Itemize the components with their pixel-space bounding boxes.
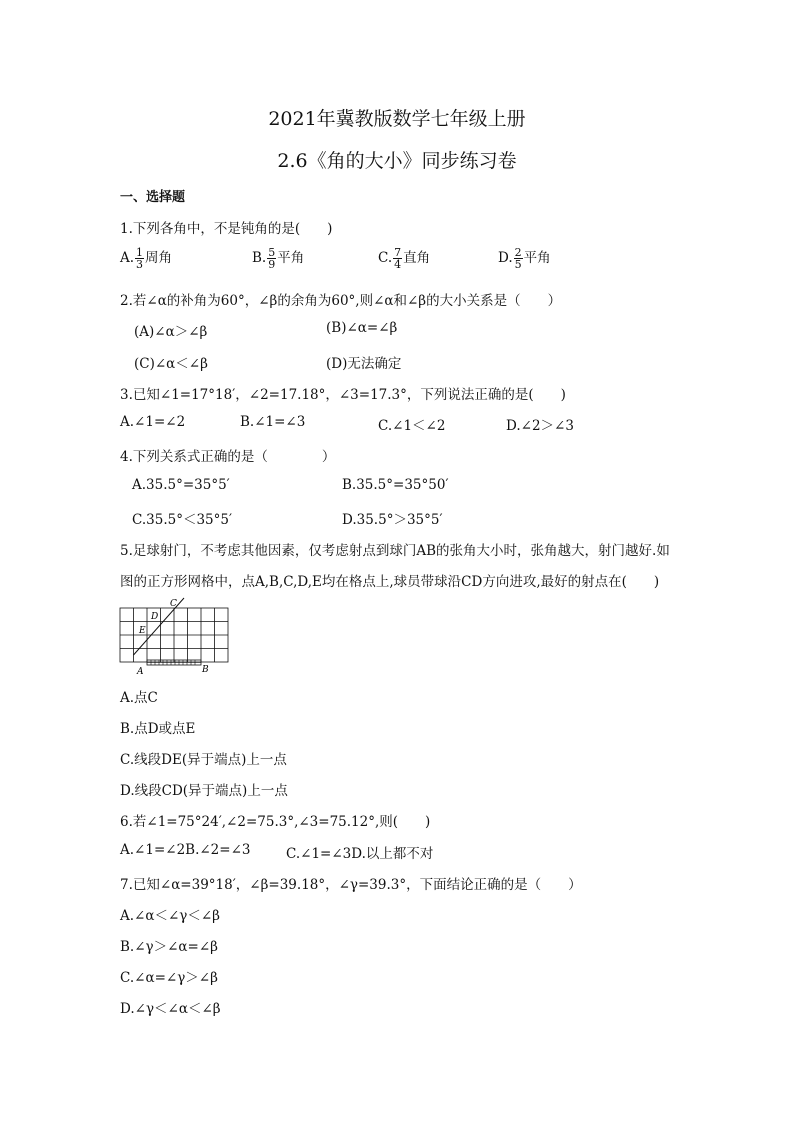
q2-option-c: (C)∠α＜∠β	[134, 356, 208, 372]
q3-stem: 3.已知∠1=17°18′，∠2=17.18°，∠3=17.3°，下列说法正确的是( )	[120, 387, 566, 403]
page-subtitle: 2.6《角的大小》同步练习卷	[277, 150, 517, 172]
q5-label-d: D	[151, 612, 159, 622]
q5-grid-figure	[114, 594, 234, 678]
q2-option-b: (B)∠α=∠β	[326, 320, 398, 336]
q5-option-d: D.线段CD(异于端点)上一点	[120, 783, 288, 799]
q5-stem-line1: 5.足球射门，不考虑其他因素，仅考虑射点到球门AB的张角大小时，张角越大，射门越好.如	[120, 543, 670, 559]
q5-option-b: B.点D或点E	[120, 721, 196, 737]
q1-option-c: C. $\frac{7}{4}$ 直角	[378, 246, 431, 271]
q6-options-ab: A.∠1=∠2B.∠2=∠3	[120, 842, 251, 858]
q5-label-c: C	[170, 599, 177, 609]
q4-stem: 4.下列关系式正确的是（ ）	[120, 449, 336, 465]
q5-label-b: B	[202, 665, 209, 675]
q4-option-a: A.35.5°=35°5′	[132, 477, 230, 493]
q5-stem-line2: 图的正方形网格中，点A,B,C,D,E均在格点上,球员带球沿CD方向进攻,最好的射点在( )	[120, 574, 660, 590]
q4-option-d: D.35.5°＞35°5′	[342, 512, 443, 528]
q3-option-c: C.∠1＜∠2	[378, 418, 446, 434]
q2-option-d: (D)无法确定	[326, 356, 402, 372]
q1-option-a: A. $\frac{1}{3}$ 周角	[120, 246, 173, 271]
q1-option-d: D. $\frac{2}{5}$ 平角	[498, 246, 551, 271]
q7-stem: 7.已知∠α=39°18′，∠β=39.18°，∠γ=39.3°，下面结论正确的是（ ）	[120, 877, 582, 893]
section-heading: 一、选择题	[120, 190, 186, 205]
q4-option-b: B.35.5°=35°50′	[342, 477, 449, 493]
q7-option-b: B.∠γ＞∠α=∠β	[120, 939, 218, 955]
q5-label-a: A	[137, 667, 144, 677]
q3-option-d: D.∠2＞∠3	[506, 418, 574, 434]
q3-option-a: A.∠1=∠2	[120, 414, 186, 430]
q5-option-a: A.点C	[120, 690, 158, 706]
q7-option-c: C.∠α=∠γ＞∠β	[120, 970, 218, 986]
q6-options-cd: C.∠1=∠3D.以上都不对	[286, 846, 434, 862]
q3-option-b: B.∠1=∠3	[240, 414, 306, 430]
q5-label-e: E	[139, 626, 146, 636]
page-title: 2021年冀教版数学七年级上册	[268, 108, 526, 130]
q5-option-c: C.线段DE(异于端点)上一点	[120, 752, 287, 768]
q7-option-a: A.∠α＜∠γ＜∠β	[120, 908, 220, 924]
q1-stem: 1.下列各角中，不是钝角的是( )	[120, 221, 333, 237]
q2-stem: 2.若∠α的补角为60°，∠β的余角为60°,则∠α和∠β的大小关系是（ ）	[120, 293, 562, 309]
q4-option-c: C.35.5°＜35°5′	[132, 512, 233, 528]
q2-option-a: (A)∠α＞∠β	[134, 324, 208, 340]
q1-option-b: B. $\frac{5}{9}$ 平角	[252, 246, 305, 271]
q7-option-d: D.∠γ＜∠α＜∠β	[120, 1001, 221, 1017]
q6-stem: 6.若∠1=75°24′,∠2=75.3°,∠3=75.12°,则( )	[120, 814, 431, 830]
